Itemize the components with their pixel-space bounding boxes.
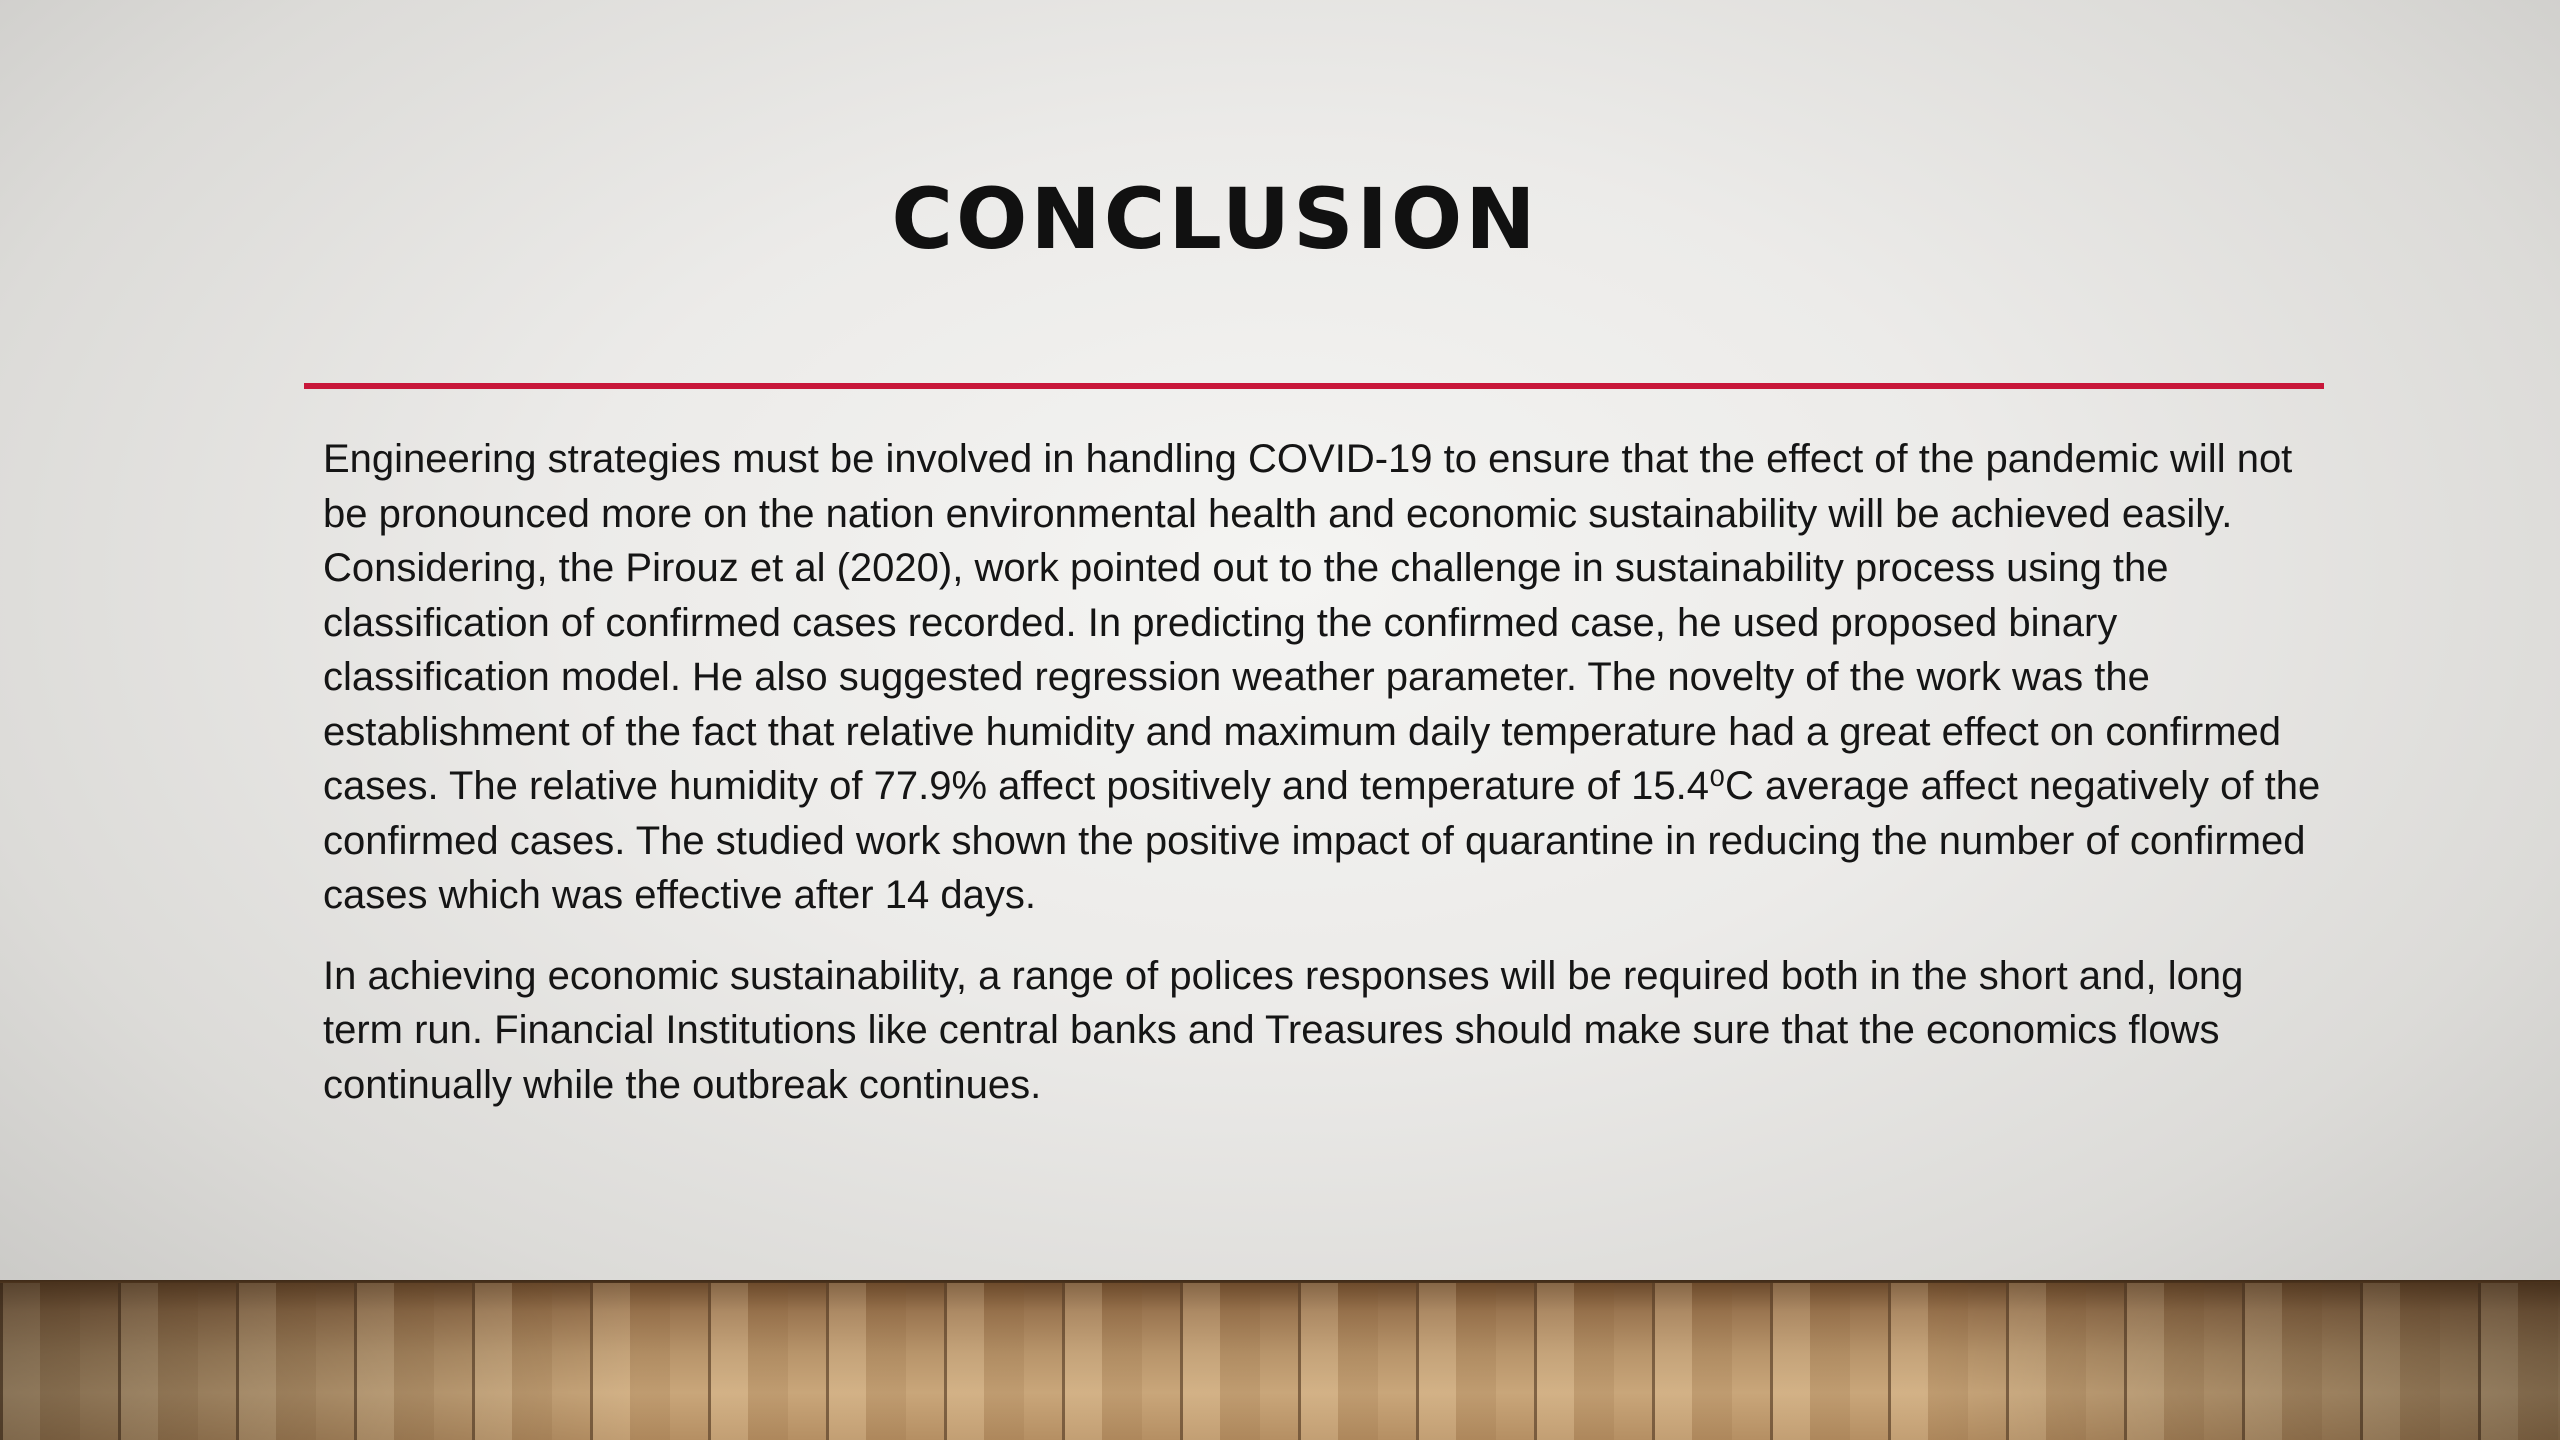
slide-title: CONCLUSION [891, 170, 1539, 268]
slide-body [323, 432, 2323, 1138]
body-paragraph-2: In achieving economic sustainability, a range of polices responses will be required both in the short and, long term run. Financial Institutions like central banks and Treasures should make sure that the economics flows continually while the outbreak continues. [323, 953, 2244, 1107]
floor-shadow [0, 1283, 2560, 1440]
title-divider [304, 383, 2324, 389]
body-paragraph-1: Engineering strategies must be involved in handling COVID-19 to ensure that the effect of the pandemic will not be pronounced more on the nation environmental health and economic sustainability will be achieved easily. Considering, the Pirouz et al (2020), work pointed out to the challenge in sustainability process using the classification of confirmed cases recorded. In predicting the confirmed case, he used proposed binary classification model. He also suggested regression weather parameter. The novelty of the work was the establishment of the fact that relative humidity and maximum daily temperature had a great effect on confirmed cases. The relative humidity of 77.9% affect positively and temperature of 15.4⁰C average affect negatively of the confirmed cases. The studied work shown the positive impact of quarantine in reducing the number of confirmed cases which was effective after 14 days. [323, 437, 2321, 917]
